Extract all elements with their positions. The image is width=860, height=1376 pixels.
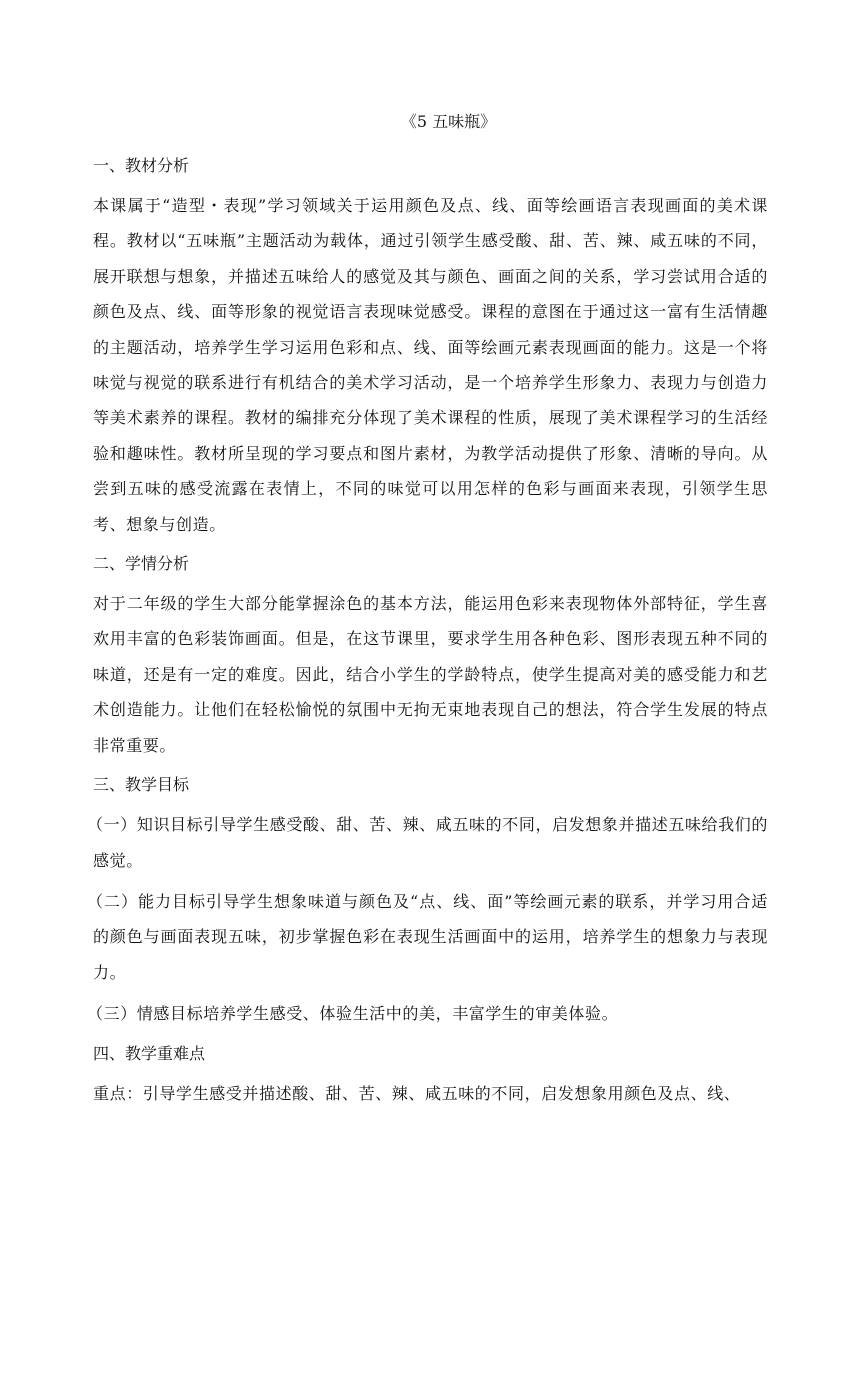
textbook-analysis-paragraph: 本课属于“造型・表现”学习领域关于运用颜色及点、线、面等绘画语言表现画面的美术课程。教材以“五味瓶”主题活动为载体，通过引领学生感受酸、甜、苦、辣、咸五味的不同，展开联想与想象，并描述五味给人的感觉及其与颜色、画面之间的关系，学习尝试用合适的颜色及点、线、面等形象的视觉语言表现味觉感受。课程的意图在于通过这一富有生活情趣的主题活动，培养学生学习运用色彩和点、线、面等绘画元素表现画面的能力。这是一个将味觉与视觉的联系进行有机结合的美术学习活动，是一个培养学生形象力、表现力与创造力等美术素养的课程。教材的编排充分体现了美术课程的性质，展现了美术课程学习的生活经验和趣味性。教材所呈现的学习要点和图片素材，为教学活动提供了形象、清晰的导向。从尝到五味的感受流露在表情上，不同的味觉可以用怎样的色彩与画面来表现，引领学生思考、想象与创造。 <box>93 196 768 534</box>
section-heading-student-analysis: 二、学情分析 <box>93 554 190 574</box>
section-heading-key-difficulties: 四、教学重难点 <box>93 1043 206 1063</box>
section-heading-textbook-analysis: 一、教材分析 <box>93 156 190 175</box>
document-title: 《5 五味瓶》 <box>400 112 497 131</box>
section-heading-teaching-objectives: 三、教学目标 <box>93 775 190 795</box>
objective-ability: （二）能力目标引导学生想象味道与颜色及“点、线、面”等绘画元素的联系，并学习用合适的颜色与画面表现五味，初步掌握色彩在表现生活画面中的运用，培养学生的想象力与表现力。 <box>87 891 768 982</box>
key-points-paragraph: 重点：引导学生感受并描述酸、甜、苦、辣、咸五味的不同，启发想象用颜色及点、线、 <box>93 1083 741 1103</box>
objective-knowledge: （一）知识目标引导学生感受酸、甜、苦、辣、咸五味的不同，启发想象并描述五味给我们的感觉。 <box>87 815 768 870</box>
student-analysis-paragraph: 对于二年级的学生大部分能掌握涂色的基本方法，能运用色彩来表现物体外部特征，学生喜欢用丰富的色彩装饰画面。但是，在这节课里，要求学生用各种色彩、图形表现五种不同的味道，还是有一定的难度。因此，结合小学生的学龄特点，使学生提高对美的感受能力和艺术创造能力。让他们在轻松愉悦的氛围中无拘无束地表现自己的想法，符合学生发展的特点非常重要。 <box>93 594 768 755</box>
objective-emotion: （三）情感目标培养学生感受、体验生活中的美，丰富学生的审美体验。 <box>87 1004 619 1024</box>
document-body <box>87 100 768 1111</box>
